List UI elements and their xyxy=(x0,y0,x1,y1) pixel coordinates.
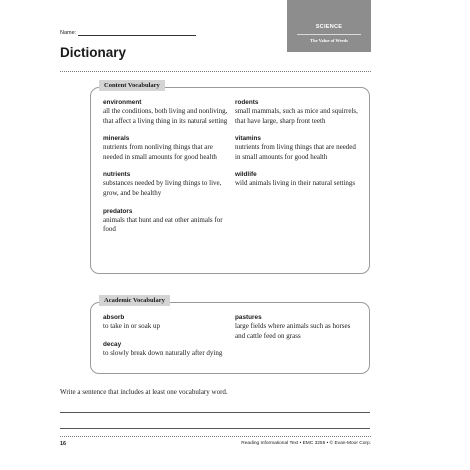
footer-divider xyxy=(60,436,371,437)
vocab-term: rodents xyxy=(235,99,259,106)
topic-label: The Value of Weeds xyxy=(310,38,348,43)
content-vocabulary-box xyxy=(90,82,370,274)
answer-line[interactable] xyxy=(60,412,370,413)
vocab-definition: wild animals living in their natural settings xyxy=(235,179,356,188)
subject-tab xyxy=(287,0,371,52)
vocab-entry xyxy=(103,170,228,198)
academic-vocabulary-right-column xyxy=(235,313,360,349)
vocab-entry xyxy=(235,134,360,162)
answer-line[interactable] xyxy=(60,428,370,429)
writing-prompt: Write a sentence that includes at least one vocabulary word. xyxy=(60,388,228,396)
vocab-term: absorb xyxy=(103,314,125,321)
vocab-entry xyxy=(103,340,228,359)
publisher-credit: Reading Informational Text • EMC 3255 • © Evan-Moor Corp. xyxy=(241,441,371,446)
vocab-term: vitamins xyxy=(235,135,261,143)
subject-label: SCIENCE xyxy=(315,24,343,30)
vocab-entry xyxy=(103,98,228,126)
academic-vocabulary-box xyxy=(90,297,370,374)
vocab-entry xyxy=(235,170,360,189)
vocab-term: decay xyxy=(103,340,122,348)
name-line[interactable] xyxy=(78,30,196,36)
name-field[interactable] xyxy=(60,30,196,36)
tab-divider xyxy=(297,34,361,35)
vocab-entry xyxy=(235,313,360,341)
vocab-definition: animals that hunt and eat other animals for food xyxy=(103,215,223,234)
academic-vocabulary-left-column xyxy=(103,313,228,366)
vocab-entry xyxy=(103,207,228,235)
content-vocabulary-left-column xyxy=(103,98,228,243)
vocab-definition: to take in or soak up xyxy=(103,322,160,330)
vocab-entry xyxy=(235,98,360,126)
vocab-definition: small mammals, such as mice and squirrels, that have large, sharp front teeth xyxy=(235,107,358,125)
vocab-term: nutrients xyxy=(103,171,131,179)
vocab-definition: substances needed by living things to live, grow, and be healthy xyxy=(103,179,222,197)
vocab-definition: to slowly break down naturally after dying xyxy=(103,348,223,357)
vocab-definition: nutrients from nonliving things that are needed in small amounts for good health xyxy=(103,143,217,161)
page-number: 16 xyxy=(60,441,67,447)
vocab-term: pastures xyxy=(235,314,262,321)
academic-vocabulary-label: Academic Vocabulary xyxy=(99,295,170,306)
vocab-term: minerals xyxy=(103,135,130,143)
vocab-term: predators xyxy=(103,207,133,215)
title-divider xyxy=(60,71,371,72)
content-vocabulary-right-column xyxy=(235,98,360,197)
vocab-term: environment xyxy=(103,99,142,106)
content-vocabulary-label: Content Vocabulary xyxy=(99,80,165,91)
vocab-term: wildlife xyxy=(235,171,257,179)
vocab-entry xyxy=(103,134,228,162)
vocab-definition: all the conditions, both living and nonliving, that affect a living thing in its natural setting xyxy=(103,107,228,125)
page-title: Dictionary xyxy=(60,45,127,60)
name-label: Name: xyxy=(60,30,77,36)
vocab-definition: large fields where animals such as horses and cattle feed on grass xyxy=(235,322,351,340)
vocab-definition: nutrients from living things that are needed in small amounts for good health xyxy=(235,143,356,161)
vocab-entry xyxy=(103,313,228,332)
